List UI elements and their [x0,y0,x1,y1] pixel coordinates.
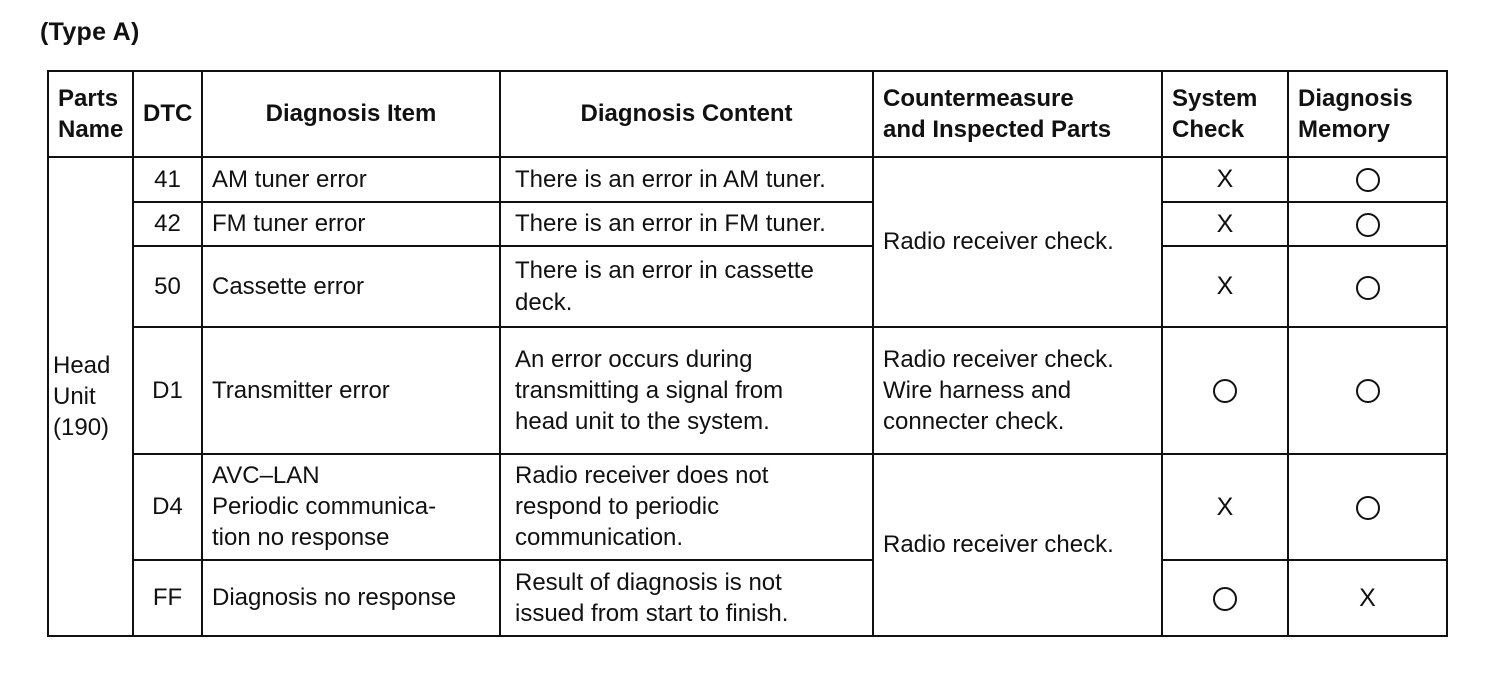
diagnosis-content-line: deck. [515,288,573,316]
diagnosis-content-line: There is an error in FM tuner. [515,210,826,238]
countermeasure-line: connecter check. [883,407,1065,435]
parts-name-line: Head [53,351,111,379]
system-check-cell [1162,202,1288,247]
system-check-cell [1162,560,1288,636]
diagnosis-item-cell [202,560,500,636]
circle-mark-icon [1356,379,1380,403]
table-row [48,246,1447,327]
diagnosis-content-cell [500,560,873,636]
x-mark: X [1216,209,1234,238]
dtc-cell: 42 [133,202,202,247]
parts-name-line: Unit [53,382,96,410]
diagnosis-content-line: An error occurs during [515,345,753,373]
diagnosis-memory-cell [1288,202,1447,247]
diagnosis-content-cell [500,327,873,454]
x-mark: X [1216,492,1234,521]
diagnosis-item-cell [202,202,500,247]
diagnosis-memory-cell [1288,157,1447,202]
dtc-cell: D4 [133,454,202,560]
header-diagnosis-item: Diagnosis Item [202,71,500,157]
diagnosis-content-line: communication. [515,524,684,552]
circle-mark-icon [1356,213,1380,237]
diagnosis-content-cell [500,202,873,247]
countermeasure-line: Radio receiver check. [883,228,1114,256]
diagnosis-content-line: head unit to the system. [515,407,770,435]
diagnosis-item-line: AVC–LAN [212,462,320,490]
diagnosis-memory-cell [1288,246,1447,327]
countermeasure-cell [873,157,1162,327]
header-diagnosis-content: Diagnosis Content [500,71,873,157]
circle-mark-icon [1356,496,1380,520]
x-mark: X [1216,272,1234,301]
diagnosis-content-line: transmitting a signal from [515,376,784,404]
diagnosis-content-cell [500,157,873,202]
dtc-cell: D1 [133,327,202,454]
table-row [48,327,1447,454]
diagnosis-item-cell [202,454,500,560]
header-countermeasure: Countermeasure and Inspected Parts [873,71,1162,157]
x-mark: X [1359,583,1376,612]
circle-mark-icon [1356,276,1380,300]
header-row [48,71,1447,157]
diagnosis-item-line: Transmitter error [212,376,390,404]
table-row [48,157,1447,202]
diagnosis-item-line: tion no response [212,524,390,552]
countermeasure-line: Radio receiver check. [883,345,1114,373]
parts-name-line: (190) [53,414,110,442]
header-dtc: DTC [133,71,202,157]
system-check-cell [1162,454,1288,560]
system-check-cell [1162,327,1288,454]
table-row [48,454,1447,560]
diagnosis-content-line: Radio receiver does not [515,462,769,490]
table-title: (Type A) [40,18,140,46]
table-row [48,202,1447,247]
countermeasure-cell [873,327,1162,454]
diagnosis-content-line: There is an error in cassette [515,257,814,285]
circle-mark-icon [1213,379,1237,403]
diagnosis-item-line: FM tuner error [212,210,366,238]
circle-mark-icon [1213,587,1237,611]
diagnosis-memory-cell [1288,560,1447,636]
parts-name-cell [48,157,133,636]
countermeasure-cell [873,454,1162,636]
diagnosis-item-cell [202,327,500,454]
dtc-cell: 41 [133,157,202,202]
diagnosis-item-cell [202,246,500,327]
diagnosis-item-line: Diagnosis no response [212,584,457,612]
header-parts-name: Parts Name [48,71,133,157]
diagnosis-content-cell [500,454,873,560]
diagnosis-memory-cell [1288,327,1447,454]
diagnosis-memory-cell [1288,454,1447,560]
diagnosis-item-line: Periodic communica- [212,493,437,521]
diagnosis-content-line: Result of diagnosis is not [515,568,782,596]
countermeasure-line: Wire harness and [883,376,1072,404]
system-check-cell [1162,157,1288,202]
diagnosis-content-line: respond to periodic [515,493,720,521]
dtc-cell: FF [133,560,202,636]
countermeasure-line: Radio receiver check. [883,531,1114,559]
x-mark: X [1216,165,1234,194]
diagnosis-content-cell [500,246,873,327]
circle-mark-icon [1356,168,1380,192]
diagnosis-item-cell [202,157,500,202]
dtc-cell: 50 [133,246,202,327]
diagnosis-item-line: AM tuner error [212,165,367,193]
diagnosis-item-line: Cassette error [212,273,365,300]
dtc-table [47,70,1448,637]
diagnosis-content-line: There is an error in AM tuner. [515,165,826,193]
table-row [48,560,1447,636]
header-diagnosis-memory: Diagnosis Memory [1288,71,1447,157]
header-system-check: System Check [1162,71,1288,157]
system-check-cell [1162,246,1288,327]
diagnosis-content-line: issued from start to finish. [515,600,789,627]
